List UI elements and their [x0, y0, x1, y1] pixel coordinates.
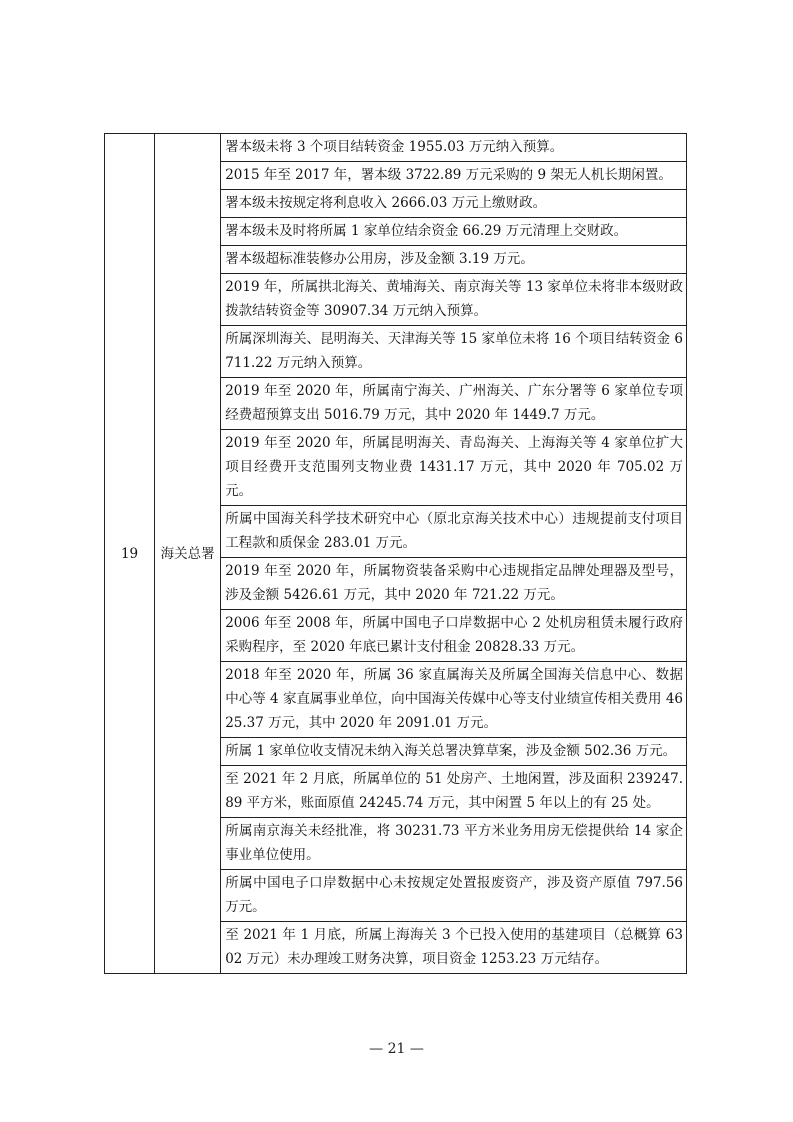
entry-number: 19 [105, 134, 155, 974]
issue-text: 至 2021 年 1 月底，所属上海海关 3 个已投入使用的基建项目（总概算 6302 万元）未办理竣工财务决算，项目资金 1253.23 万元结存。 [225, 927, 683, 967]
issue-cell [221, 818, 687, 870]
issue-text: 所属中国海关科学技术研究中心（原北京海关技术中心）违规提前支付项目工程款和质保金 283.01 万元。 [225, 511, 683, 551]
issue-cell [221, 162, 687, 190]
issue-text: 2006 年至 2008 年，所属中国电子口岸数据中心 2 处机房租赁未履行政府采购程序，至 2020 年底已累计支付租金 20828.33 万元。 [225, 615, 683, 655]
issue-cell [221, 218, 687, 246]
issue-cell [221, 506, 687, 558]
issue-text: 所属中国电子口岸数据中心未按规定处置报废资产，涉及资产原值 797.56 万元。 [225, 875, 683, 915]
issue-text: 所属深圳海关、昆明海关、天津海关等 15 家单位未将 16 个项目结转资金 6711.22 万元纳入预算。 [225, 331, 683, 371]
issue-text: 署本级未及时将所属 1 家单位结余资金 66.29 万元清理上交财政。 [225, 223, 628, 239]
issue-cell [221, 274, 687, 326]
table-row [105, 134, 687, 162]
issue-cell [221, 378, 687, 430]
issue-cell [221, 922, 687, 974]
issue-text: 署本级未将 3 个项目结转资金 1955.03 万元纳入预算。 [225, 139, 564, 155]
audit-findings-table [104, 133, 687, 974]
issue-cell [221, 430, 687, 506]
issue-cell [221, 766, 687, 818]
issue-text: 2019 年至 2020 年，所属南宁海关、广州海关、广东分署等 6 家单位专项经费超预算支出 5016.79 万元，其中 2020 年 1449.7 万元。 [225, 383, 683, 423]
issue-cell [221, 558, 687, 610]
page-number: — 21 — [369, 1041, 424, 1057]
issue-text: 所属南京海关未经批准，将 30231.73 平方米业务用房无偿提供给 14 家企事业单位使用。 [225, 823, 683, 863]
audit-findings-body [105, 134, 687, 974]
issue-text: 2019 年，所属拱北海关、黄埔海关、南京海关等 13 家单位未将非本级财政拨款结转资金等 30907.34 万元纳入预算。 [225, 279, 683, 319]
issue-cell [221, 610, 687, 662]
issue-cell [221, 134, 687, 162]
issue-cell [221, 326, 687, 378]
issue-text: 2018 年至 2020 年，所属 36 家直属海关及所属全国海关信息中心、数据中心等 4 家直属事业单位，向中国海关传媒中心等支付业绩宣传相关费用 4625.37 万元，其中 2020 年 2091.01 万元。 [225, 667, 683, 731]
issue-cell [221, 662, 687, 738]
issue-text: 所属 1 家单位收支情况未纳入海关总署决算草案，涉及金额 502.36 万元。 [225, 743, 677, 759]
issue-text: 2019 年至 2020 年，所属昆明海关、青岛海关、上海海关等 4 家单位扩大项目经费开支范围列支物业费 1431.17 万元，其中 2020 年 705.02 万元。 [225, 435, 683, 499]
issue-text: 至 2021 年 2 月底，所属单位的 51 处房产、土地闲置，涉及面积 239247.89 平方米，账面原值 24245.74 万元，其中闲置 5 年以上的有 25 处。 [225, 771, 683, 811]
issue-cell [221, 738, 687, 766]
issue-text: 署本级超标准装修办公用房，涉及金额 3.19 万元。 [225, 251, 534, 267]
issue-text: 2015 年至 2017 年，署本级 3722.89 万元采购的 9 架无人机长期闲置。 [225, 167, 672, 183]
issue-text: 署本级未按规定将利息收入 2666.03 万元上缴财政。 [225, 195, 547, 211]
issue-text: 2019 年至 2020 年，所属物资装备采购中心违规指定品牌处理器及型号，涉及金额 5426.61 万元，其中 2020 年 721.22 万元。 [225, 563, 683, 603]
issue-cell [221, 190, 687, 218]
issue-cell [221, 870, 687, 922]
issue-cell [221, 246, 687, 274]
unit-name: 海关总署 [155, 134, 221, 974]
